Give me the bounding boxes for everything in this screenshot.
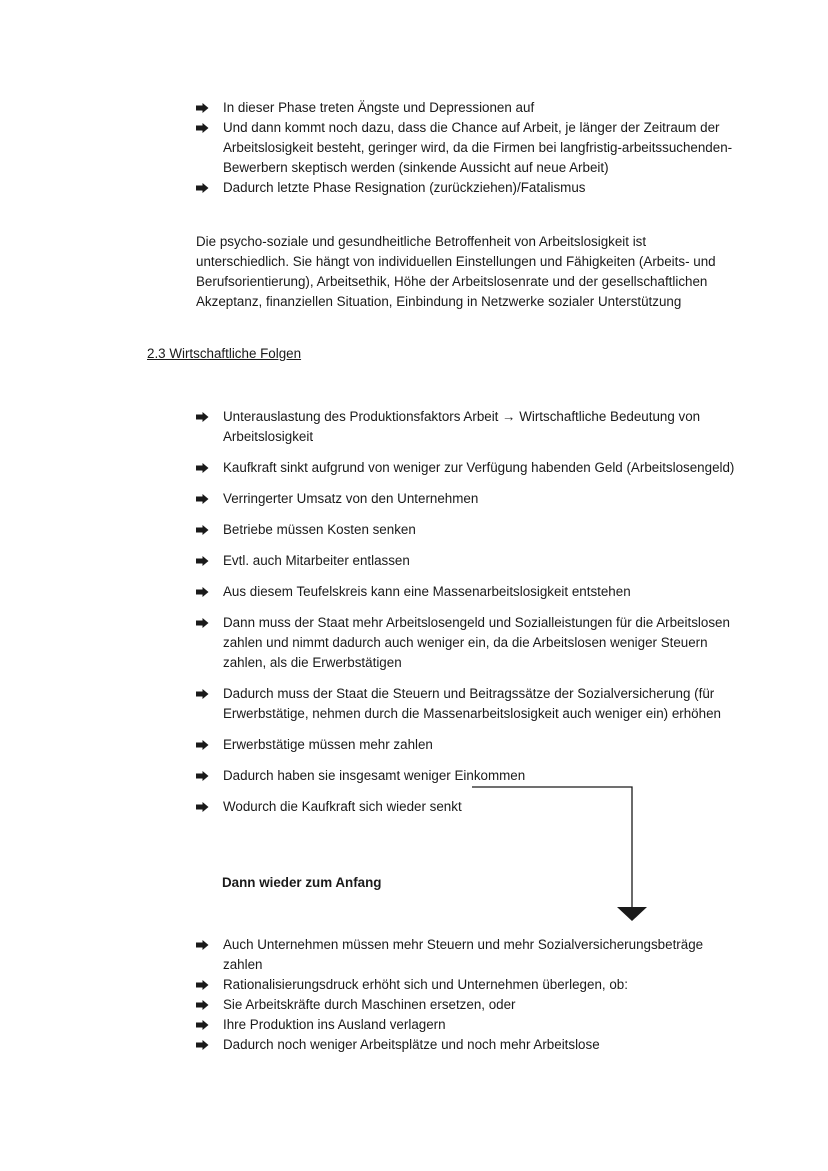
list-item-text: Betriebe müssen Kosten senken — [223, 522, 416, 537]
arrow-bullet-icon — [196, 525, 209, 535]
list-item-text: Sie Arbeitskräfte durch Maschinen ersetzen, oder — [223, 997, 516, 1012]
list-item-text: Dann muss der Staat mehr Arbeitslosengeld und Sozialleistungen für die Arbeitslosen zahlen und nimmt dadurch auch weniger ein, da die Arbeitslosen weniger Steuern zahlen, als die Erwerbstätigen — [223, 615, 730, 670]
list-item-text: Dadurch haben sie insgesamt weniger Einkommen — [223, 768, 526, 783]
list-item-text: Ihre Produktion ins Ausland verlagern — [223, 1017, 446, 1032]
bullet-list-psychosocial — [196, 98, 736, 198]
arrow-bullet-icon — [196, 1020, 209, 1030]
list-item — [196, 766, 736, 786]
section-heading: 2.3 Wirtschaftliche Folgen — [147, 346, 302, 361]
list-item-text: Auch Unternehmen müssen mehr Steuern und mehr Sozialversicherungsbeträge zahlen — [223, 937, 704, 972]
list-item-text: Evtl. auch Mitarbeiter entlassen — [223, 553, 410, 568]
bullet-list-companies — [196, 935, 736, 1055]
arrow-bullet-icon — [196, 940, 209, 950]
list-item — [196, 1035, 736, 1055]
arrow-bullet-icon — [196, 103, 209, 113]
arrow-bullet-icon — [196, 494, 209, 504]
arrow-bullet-icon — [196, 183, 209, 193]
cycle-arrow-head — [617, 907, 647, 921]
list-item — [196, 551, 736, 571]
list-item-text: Dadurch muss der Staat die Steuern und Beitragssätze der Sozialversicherung (für Erwerbstätige, nehmen durch die Massenarbeitslosigkeit auch weniger ein) erhöhen — [223, 686, 721, 721]
arrow-bullet-icon — [196, 587, 209, 597]
list-item-text: Dadurch letzte Phase Resignation (zurückziehen)/Fatalismus — [223, 180, 586, 195]
body-paragraph: Die psycho-soziale und gesundheitliche Betroffenheit von Arbeitslosigkeit ist unterschiedlich. Sie hängt von individuellen Einstellungen und Fähigkeiten (Arbeits- und Berufsorientierung), Arbeitsethik, Höhe der Arbeitslosenrate und der gesellschaftlichen Akzeptanz, finanziellen Situation, Einbindung in Netzwerke sozialer Unterstützung — [196, 234, 716, 309]
list-item — [196, 797, 736, 817]
arrow-bullet-icon — [196, 689, 209, 699]
list-item-text: Erwerbstätige müssen mehr zahlen — [223, 737, 433, 752]
list-item — [196, 684, 736, 724]
list-item-text: Rationalisierungsdruck erhöht sich und Unternehmen überlegen, ob: — [223, 977, 628, 992]
list-item-text: Und dann kommt noch dazu, dass die Chance auf Arbeit, je länger der Zeitraum der Arbeitslosigkeit besteht, geringer wird, da die Firmen bei langfristig-arbeitssuchenden-Bewerbern skeptisch werden (sinkende Aussicht auf neue Arbeit) — [223, 120, 733, 175]
list-item — [196, 613, 736, 673]
arrow-bullet-icon — [196, 771, 209, 781]
list-item — [196, 995, 736, 1015]
list-item — [196, 935, 736, 975]
list-item — [196, 582, 736, 602]
list-item-text: Kaufkraft sinkt aufgrund von weniger zur Verfügung habenden Geld (Arbeitslosengeld) — [223, 460, 735, 475]
arrow-bullet-icon — [196, 123, 209, 133]
arrow-bullet-icon — [196, 556, 209, 566]
list-item-text: Unterauslastung des Produktionsfaktors Arbeit → Wirtschaftliche Bedeutung von Arbeitslosigkeit — [223, 409, 701, 444]
list-item-text: Dadurch noch weniger Arbeitsplätze und noch mehr Arbeitslose — [223, 1037, 600, 1052]
arrow-bullet-icon — [196, 740, 209, 750]
cycle-note: Dann wieder zum Anfang — [222, 875, 382, 890]
arrow-bullet-icon — [196, 802, 209, 812]
list-item — [196, 735, 736, 755]
list-item — [196, 118, 736, 178]
arrow-bullet-icon — [196, 980, 209, 990]
list-item — [196, 178, 736, 198]
arrow-bullet-icon — [196, 1040, 209, 1050]
arrow-bullet-icon — [196, 618, 209, 628]
list-item — [196, 98, 736, 118]
arrow-bullet-icon — [196, 412, 209, 422]
list-item-text: Aus diesem Teufelskreis kann eine Massenarbeitslosigkeit entstehen — [223, 584, 631, 599]
list-item — [196, 1015, 736, 1035]
list-item — [196, 975, 736, 995]
list-item — [196, 458, 736, 478]
list-item — [196, 407, 736, 447]
bullet-list-economic — [196, 407, 736, 828]
arrow-bullet-icon — [196, 1000, 209, 1010]
list-item-text: In dieser Phase treten Ängste und Depressionen auf — [223, 100, 535, 115]
list-item-text: Wodurch die Kaufkraft sich wieder senkt — [223, 799, 462, 814]
list-item — [196, 489, 736, 509]
arrow-bullet-icon — [196, 463, 209, 473]
list-item — [196, 520, 736, 540]
list-item-text: Verringerter Umsatz von den Unternehmen — [223, 491, 479, 506]
